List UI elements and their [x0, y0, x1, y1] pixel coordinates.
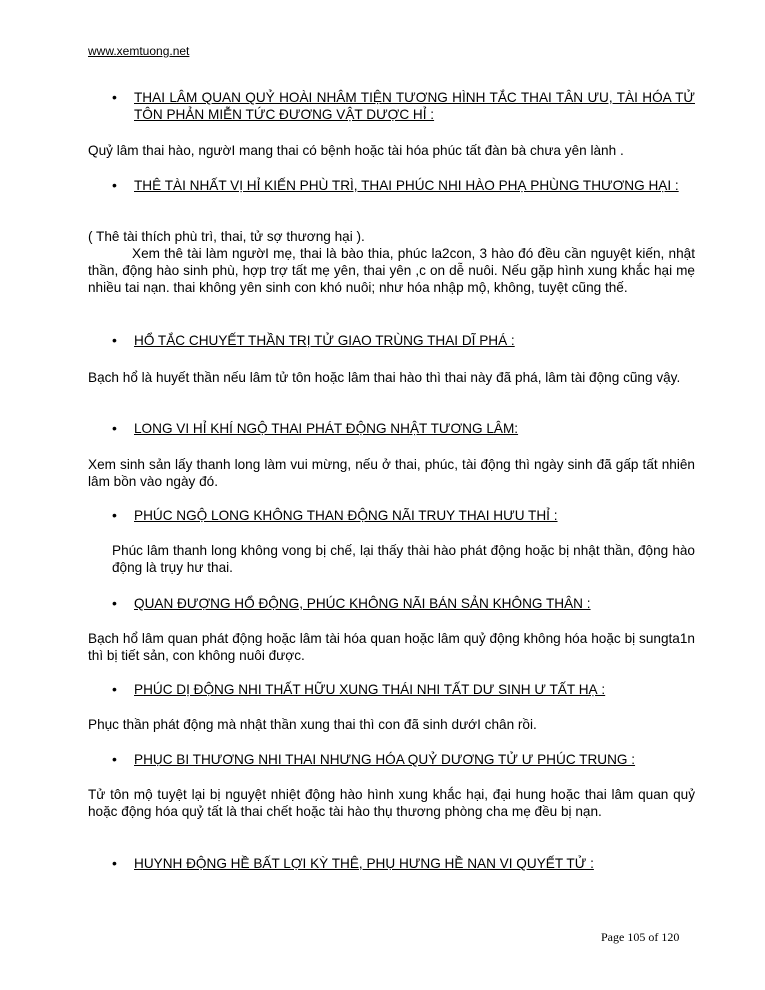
- heading-text: QUAN ĐƯỢNG HỔ ĐỘNG, PHÚC KHÔNG NÃI BÁN SẢN KHÔNG THÂN :: [134, 596, 591, 611]
- bullet-icon: •: [112, 332, 117, 348]
- section-heading-2: [112, 177, 695, 211]
- page-number: Page 105 of 120: [601, 930, 680, 944]
- bullet-icon: •: [112, 595, 117, 611]
- bullet-icon: •: [112, 751, 117, 767]
- section-heading-8: [112, 751, 695, 768]
- bullet-icon: •: [112, 855, 117, 871]
- heading-text: PHÚC DỊ ĐỘNG NHI THẤT HỮU XUNG THÁI NHI TẤT DƯ SINH Ư TẤT HẠ :: [134, 682, 606, 697]
- section-heading-4: [112, 420, 695, 437]
- bullet-icon: •: [112, 681, 117, 697]
- heading-text: PHÚC NGỘ LONG KHÔNG THAN ĐỘNG NÃI TRUY THAI HƯU THỈ :: [134, 508, 558, 523]
- section-note-2: ( Thê tài thích phù trì, thai, tử sợ thương hại ).: [88, 229, 365, 244]
- bullet-icon: •: [112, 420, 117, 436]
- section-body-3: Bạch hổ là huyết thần nếu lâm tử tôn hoặc lâm thai hào thì thai này đã phá, lâm tài động cũng vậy.: [88, 370, 681, 385]
- site-url-link[interactable]: www.xemtuong.net: [88, 44, 190, 58]
- section-body-5: Phúc lâm thanh long không vong bị chế, lại thấy thài hào phát động hoặc bị nhật thần, động hào động là trụy hư thai.: [112, 543, 695, 575]
- section-body-8: Tử tôn mộ tuyệt lại bị nguyệt nhiệt động hào hình xung khắc hại, đại hung hoặc thai lâm quan quỷ hoặc động hóa quỷ tất là thai chết hoặc tài hào thụ thương phòng cha mẹ đều bị nạn.: [88, 787, 695, 819]
- section-heading-3: [112, 332, 695, 349]
- section-body-2: Xem thê tài làm ngườI mẹ, thai là bào thia, phúc la2con, 3 hào đó đều cần nguyệt kiến, nhật thần, động hào sinh phù, hợp trợ tất mẹ yên, thai yên ,c on dễ nuôi. Nếu gặp hình xung khắc hại mẹ nhiều tai nạn. thai không yên sinh con khó nuôi; như hóa nhập mộ, không, tuyệt cũng thế.: [88, 246, 695, 295]
- heading-text: HỔ TẮC CHUYẾT THẦN TRỊ TỬ GIAO TRÙNG THAI DĨ PHÁ :: [134, 333, 515, 348]
- heading-text: HUYNH ĐỘNG HỀ BẤT LỢI KỲ THÊ, PHỤ HƯNG HỀ NAN VI QUYẾT TỬ :: [134, 856, 594, 871]
- section-heading-7: [112, 681, 695, 698]
- section-body-4: Xem sinh sản lấy thanh long làm vui mừng, nếu ở thai, phúc, tài động thì ngày sinh đã gấp tất nhiên lâm bồn vào ngày đó.: [88, 457, 695, 489]
- section-body-6: Bạch hổ lâm quan phát động hoặc lâm tài hóa quan hoặc lâm quỷ động không hóa hoặc bị sungta1n thì bị tiết sản, con không nuôi được.: [88, 631, 695, 663]
- section-heading-6: [112, 595, 695, 612]
- section-body-7: Phục thần phát động mà nhật thần xung thai thì con đã sinh dướI chân rồi.: [88, 717, 537, 732]
- bullet-icon: •: [112, 507, 117, 523]
- bullet-icon: •: [112, 89, 117, 105]
- heading-text: THAI LÂM QUAN QUỶ HOÀI NHÂM TIỆN TƯƠNG HÌNH TẮC THAI TÂN ƯU, TÀI HÓA TỬ TÔN PHẢN MIỄN TỨC ĐƯƠNG VẬT DƯỢC HỈ :: [134, 90, 695, 122]
- bullet-icon: •: [112, 177, 117, 193]
- heading-text: PHỤC BI THƯƠNG NHI THAI NHƯNG HÓA QUỶ DƯƠNG TỬ Ư PHÚC TRUNG :: [134, 752, 636, 767]
- heading-text: THÊ TÀI NHẤT VỊ HỈ KIẾN PHÙ TRÌ, THAI PHÚC NHI HÀO PHẠ PHÙNG THƯƠNG HẠI :: [134, 178, 679, 193]
- section-heading-1: [112, 89, 695, 123]
- section-body-1: Quỷ lâm thai hào, ngườI mang thai có bệnh hoặc tài hóa phúc tất đàn bà chưa yên lành .: [88, 143, 624, 158]
- section-heading-5: [112, 507, 695, 524]
- section-heading-9: [112, 855, 695, 872]
- heading-text: LONG VI HỈ KHÍ NGỘ THAI PHÁT ĐỘNG NHẬT TƯƠNG LÂM:: [134, 421, 519, 436]
